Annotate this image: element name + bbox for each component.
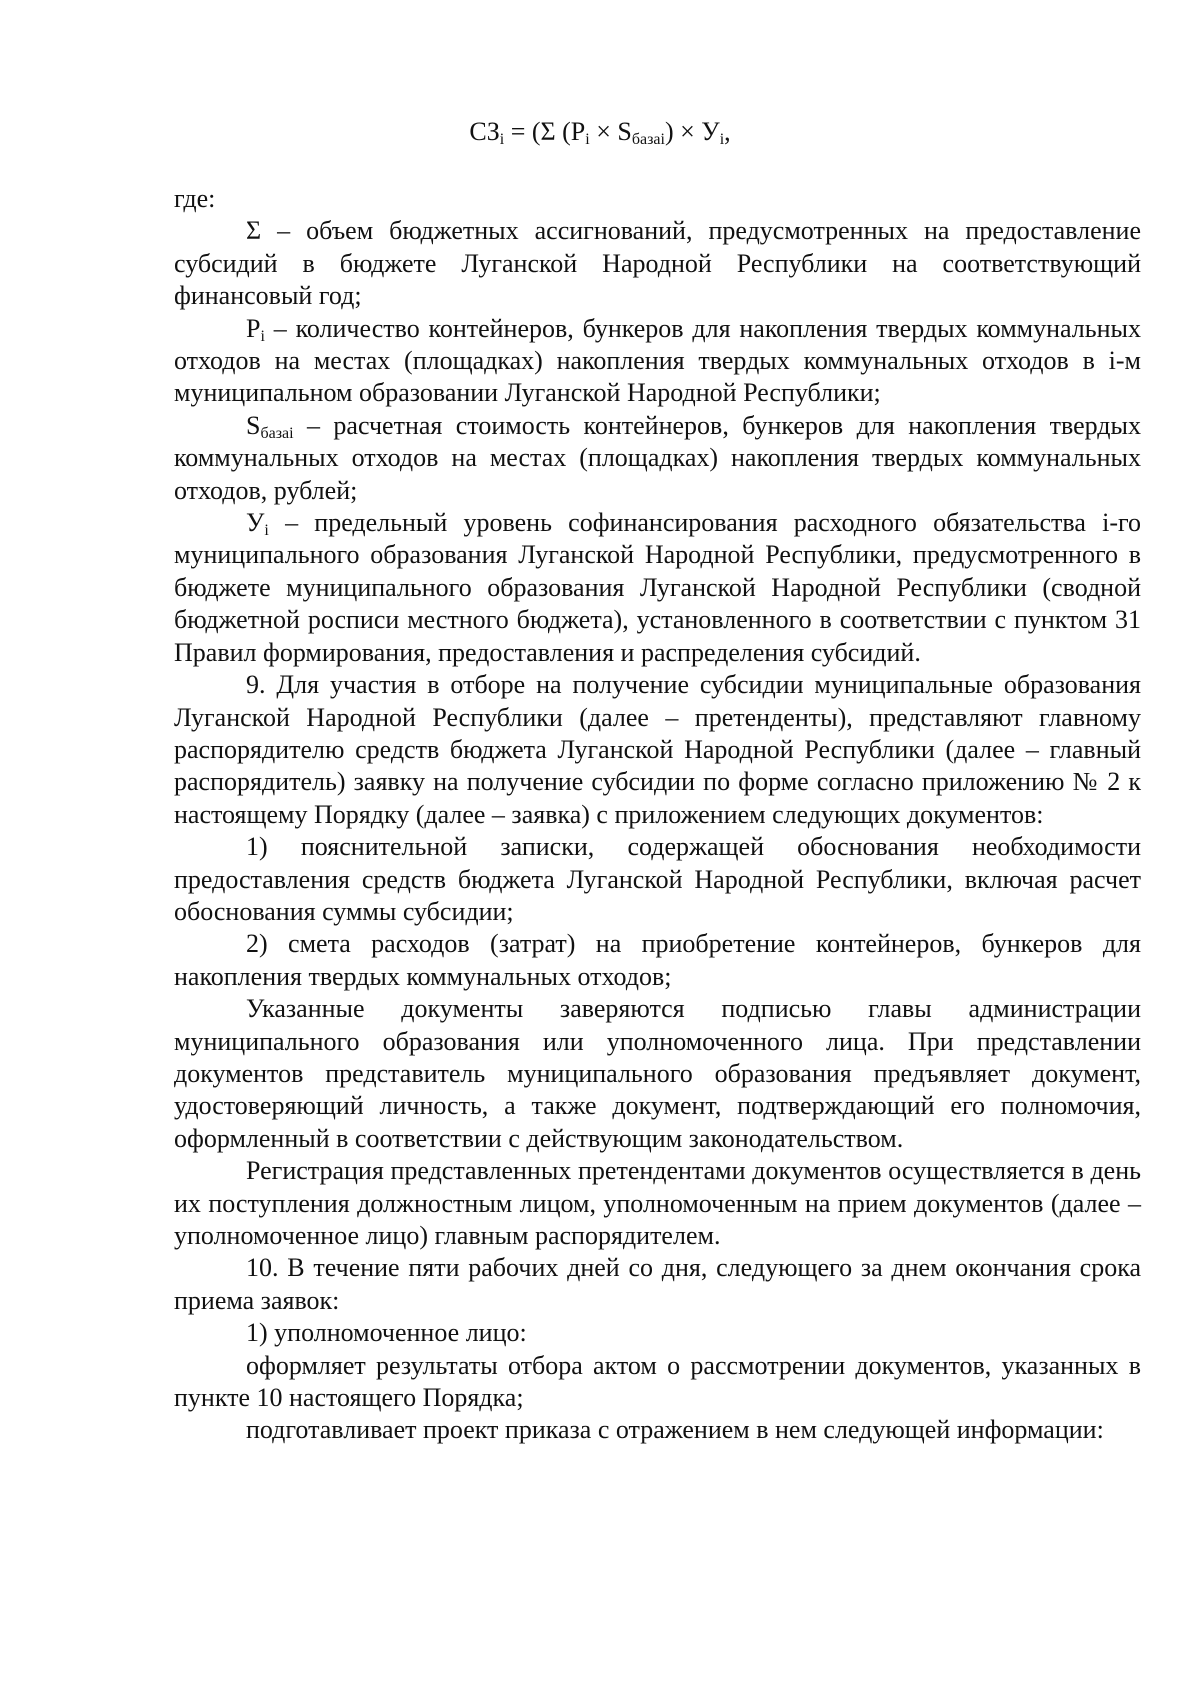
documents-signing-paragraph: Указанные документы заверяются подписью главы администрации муниципального образования или уполномоченного лица. При представлении документов представитель муниципального образования предъявляет документ, удостоверяющий личность, а также документ, подтверждающий его полномочия, оформленный в соответствии с действующим законодательством. xyxy=(174,994,1141,1153)
clause-9-item-1: 1) пояснительной записки, содержащей обоснования необходимости предоставления средств бюджета Луганской Народной Республики, включая расчет обоснования суммы субсидии; xyxy=(174,832,1141,926)
p-symbol: P xyxy=(246,313,261,343)
s-definition xyxy=(174,410,1141,507)
formula-end: , xyxy=(724,117,731,146)
registration-paragraph: Регистрация представленных претендентами документов осуществляется в день их поступления должностным лицом, уполномоченным на прием документов (далее – уполномоченное лицо) главным распорядителем. xyxy=(174,1156,1141,1250)
clause-9: 9. Для участия в отборе на получение субсидии муниципальные образования Луганской Народной Республики (далее – претенденты), представляют главному распорядителю средств бюджета Луганской Народной Республики (далее – главный распорядитель) заявку на получение субсидии по форме согласно приложению № 2 к настоящему Порядку (далее – заявка) с приложением следующих документов: xyxy=(174,670,1141,829)
clause-10-item-1: 1) уполномоченное лицо: xyxy=(246,1318,527,1348)
p-symbol-subscript: i xyxy=(260,327,265,345)
where-label: где: xyxy=(174,184,216,213)
u-definition-text: – предельный уровень софинансирования расходного обязательства i-го муниципального образования Луганской Народной Республики, предусмотренного в бюджете муниципального образования Луганской Народной Республики (сводной бюджетной росписи местного бюджета), установленного в соответствии с пунктом 31 Правил формирования, предоставления и распределения субсидий. xyxy=(174,508,1141,667)
s-symbol-subscript: базаi xyxy=(260,424,294,442)
u-symbol-subscript: i xyxy=(264,522,269,540)
p-definition-text: – количество контейнеров, бункеров для накопления твердых коммунальных отходов на местах (площадках) накопления твердых коммунальных отходов в i-м муниципальном образовании Луганской Народной Республики; xyxy=(174,313,1141,408)
sigma-definition: Σ – объем бюджетных ассигнований, предусмотренных на предоставление субсидий в бюджете Луганской Народной Республики на соответствующий финансовый год; xyxy=(174,216,1141,311)
subsidy-formula xyxy=(0,116,1200,148)
formula-sum-open: = (Σ (P xyxy=(504,117,586,146)
s-definition-text: – расчетная стоимость контейнеров, бункеров для накопления твердых коммунальных отходов на местах (площадках) накопления твердых коммунальных отходов, рублей; xyxy=(174,410,1141,505)
clause-9-item-2: 2) смета расходов (затрат) на приобретение контейнеров, бункеров для накопления твердых коммунальных отходов; xyxy=(174,929,1141,991)
u-definition xyxy=(174,507,1141,669)
s-symbol: S xyxy=(246,410,261,440)
formula-times-s: × S xyxy=(589,117,632,146)
formula-p-subscript: i xyxy=(585,131,590,148)
formula-lhs: СЗ xyxy=(469,117,500,146)
formula-lhs-subscript: i xyxy=(499,131,505,148)
act-paragraph: оформляет результаты отбора актом о рассмотрении документов, указанных в пункте 10 настоящего Порядка; xyxy=(174,1350,1141,1413)
u-symbol: У xyxy=(246,508,265,538)
formula-s-subscript: базаi xyxy=(631,131,665,148)
document-body xyxy=(174,183,1141,1447)
formula-u-subscript: i xyxy=(719,131,725,148)
p-definition xyxy=(174,313,1141,410)
formula-close-times-u: ) × У xyxy=(664,117,720,146)
order-paragraph: подготавливает проект приказа с отражением в нем следующей информации: xyxy=(246,1415,1104,1445)
clause-10: 10. В течение пяти рабочих дней со дня, следующего за днем окончания срока приема заявок: xyxy=(174,1253,1141,1315)
